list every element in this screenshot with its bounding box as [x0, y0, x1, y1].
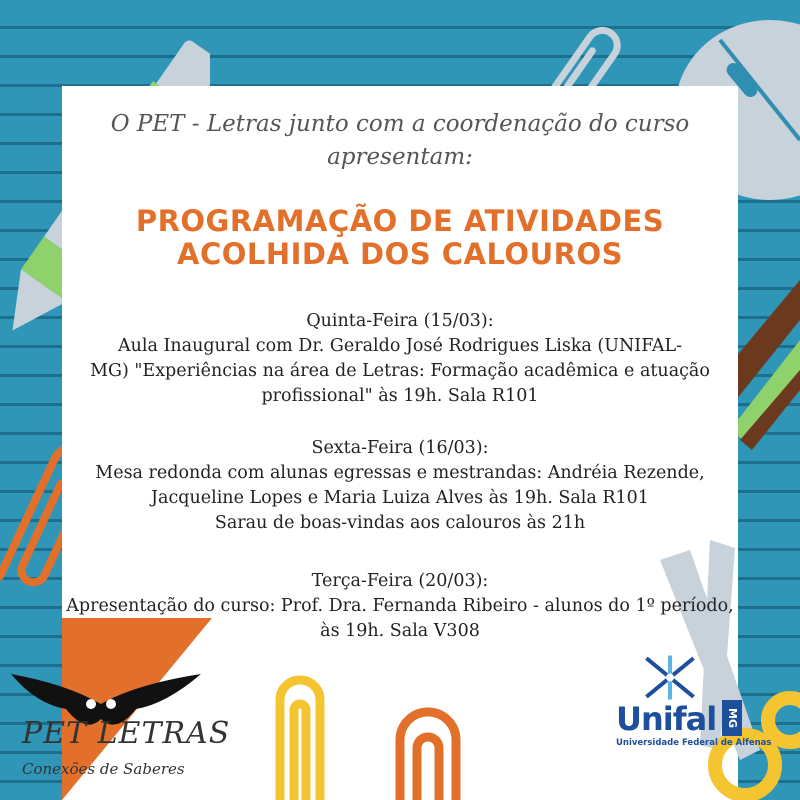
pet-logo-tagline: Conexões de Saberes	[22, 760, 185, 778]
unifal-logo-icon	[640, 655, 700, 700]
title-line-1: PROGRAMAÇÃO DE ATIVIDADES	[135, 204, 665, 238]
event-day: Quinta-Feira (15/03):	[306, 311, 494, 331]
unifal-logo-mg: MG	[722, 700, 742, 736]
yellow-paperclip-icon	[260, 670, 340, 800]
event-day: Terça-Feira (20/03):	[311, 571, 489, 591]
event-block-thursday	[52, 309, 748, 409]
event-block-friday	[52, 436, 748, 536]
event-line: profissional" às 19h. Sala R101	[261, 386, 539, 406]
event-line: às 19h. Sala V308	[320, 621, 480, 641]
page-title	[62, 205, 738, 271]
event-line: Sarau de boas-vindas aos calouros às 21h	[214, 513, 586, 533]
event-block-tuesday	[52, 569, 748, 644]
event-line: MG) "Experiências na área de Letras: Formação acadêmica e atuação	[90, 361, 710, 381]
event-day: Sexta-Feira (16/03):	[311, 438, 489, 458]
event-line: Jacqueline Lopes e Maria Luiza Alves às 19h. Sala R101	[151, 488, 649, 508]
orange-paperclip-bottom-icon	[385, 700, 475, 800]
pet-logo-name: PET LETRAS	[22, 716, 231, 751]
unifal-logo-subtitle: Universidade Federal de Alfenas	[616, 738, 772, 748]
event-line: Mesa redonda com alunas egressas e mestrandas: Andréia Rezende,	[95, 463, 705, 483]
event-line: Aula Inaugural com Dr. Geraldo José Rodrigues Liska (UNIFAL-	[117, 336, 683, 356]
intro-line-1: O PET - Letras junto com a coordenação do curso	[110, 111, 690, 137]
intro-text	[62, 108, 738, 174]
unifal-logo-name: Unifal	[616, 700, 717, 738]
event-line: Apresentação do curso: Prof. Dra. Fernanda Ribeiro - alunos do 1º período,	[66, 596, 734, 616]
intro-line-2: apresentam:	[327, 144, 473, 170]
title-line-2: ACOLHIDA DOS CALOUROS	[177, 237, 623, 271]
